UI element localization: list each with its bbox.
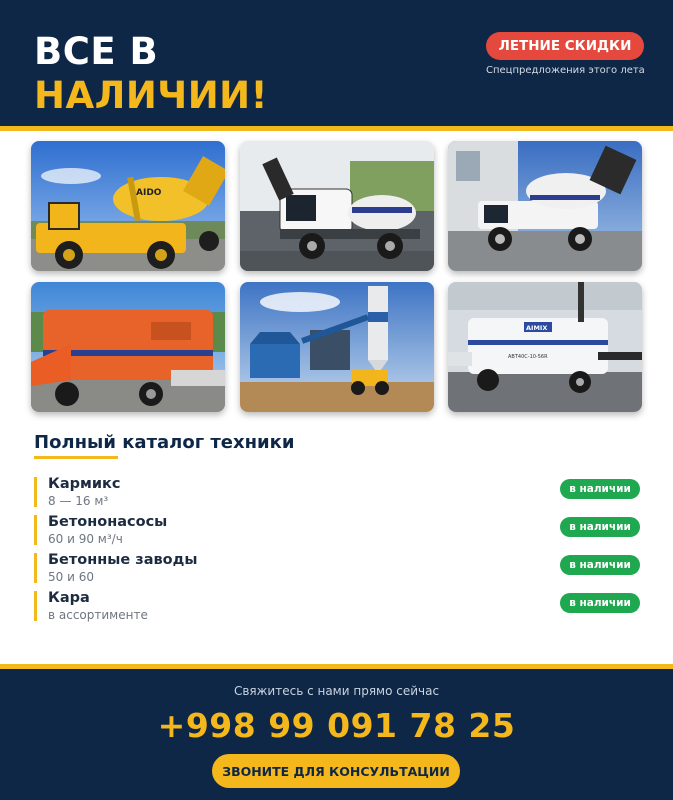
headline bbox=[34, 30, 268, 118]
in-stock-badge: в наличии bbox=[560, 517, 640, 537]
orange-pump-image bbox=[31, 282, 225, 412]
batching-plant-image bbox=[240, 282, 434, 412]
catalog-item-accent-bar bbox=[34, 553, 37, 583]
mixer-brand-text: AIDO bbox=[136, 188, 162, 198]
photo-white-mixer-1[interactable] bbox=[240, 141, 434, 271]
photo-yellow-mixer[interactable] bbox=[31, 141, 225, 271]
catalog-item-karmiks[interactable] bbox=[34, 476, 640, 510]
in-stock-badge: в наличии bbox=[560, 555, 640, 575]
summer-sale-badge[interactable]: ЛЕТНИЕ СКИДКИ bbox=[486, 32, 644, 60]
headline-line-2: НАЛИЧИИ! bbox=[34, 74, 269, 117]
catalog-title-underline bbox=[34, 456, 118, 459]
call-for-consultation-button[interactable]: ЗВОНИТЕ ДЛЯ КОНСУЛЬТАЦИИ bbox=[212, 754, 460, 788]
photo-orange-pump[interactable] bbox=[31, 282, 225, 412]
photo-batching-plant[interactable] bbox=[240, 282, 434, 412]
in-stock-badge: в наличии bbox=[560, 593, 640, 613]
in-stock-badge: в наличии bbox=[560, 479, 640, 499]
catalog-item-concrete-pumps[interactable] bbox=[34, 514, 640, 548]
catalog-item-accent-bar bbox=[34, 515, 37, 545]
header-divider bbox=[0, 126, 673, 131]
white-mixer-image-2 bbox=[448, 141, 642, 271]
catalog-item-detail: 60 и 90 м³/ч bbox=[48, 532, 123, 546]
phone-number[interactable]: +998 99 091 78 25 bbox=[157, 706, 516, 745]
catalog-title: Полный каталог техники bbox=[34, 432, 295, 453]
catalog-item-kara[interactable] bbox=[34, 590, 640, 624]
photo-white-pump[interactable] bbox=[448, 282, 642, 412]
catalog-item-name: Бетонные заводы bbox=[48, 552, 198, 568]
catalog-item-detail: в ассортименте bbox=[48, 608, 148, 622]
yellow-mixer-image bbox=[31, 141, 225, 271]
catalog-item-detail: 50 и 60 bbox=[48, 570, 94, 584]
contact-label: Свяжитесь с нами прямо сейчас bbox=[233, 684, 440, 698]
catalog-item-accent-bar bbox=[34, 591, 37, 621]
pump-brand-text: AIMIX bbox=[526, 324, 548, 332]
catalog-item-name: Бетононасосы bbox=[48, 514, 168, 530]
promo-subtitle: Спецпредложения этого лета bbox=[486, 65, 645, 76]
catalog-item-name: Кармикс bbox=[48, 476, 121, 492]
pump-model-text: ABT40C-10-56R bbox=[508, 354, 548, 360]
catalog-item-concrete-plants[interactable] bbox=[34, 552, 640, 586]
photo-white-mixer-2[interactable] bbox=[448, 141, 642, 271]
catalog-item-name: Кара bbox=[48, 590, 90, 606]
white-pump-image bbox=[448, 282, 642, 412]
headline-line-1: ВСЕ В bbox=[34, 30, 159, 73]
catalog-item-detail: 8 — 16 м³ bbox=[48, 494, 109, 508]
catalog-item-accent-bar bbox=[34, 477, 37, 507]
white-mixer-image bbox=[240, 141, 434, 271]
